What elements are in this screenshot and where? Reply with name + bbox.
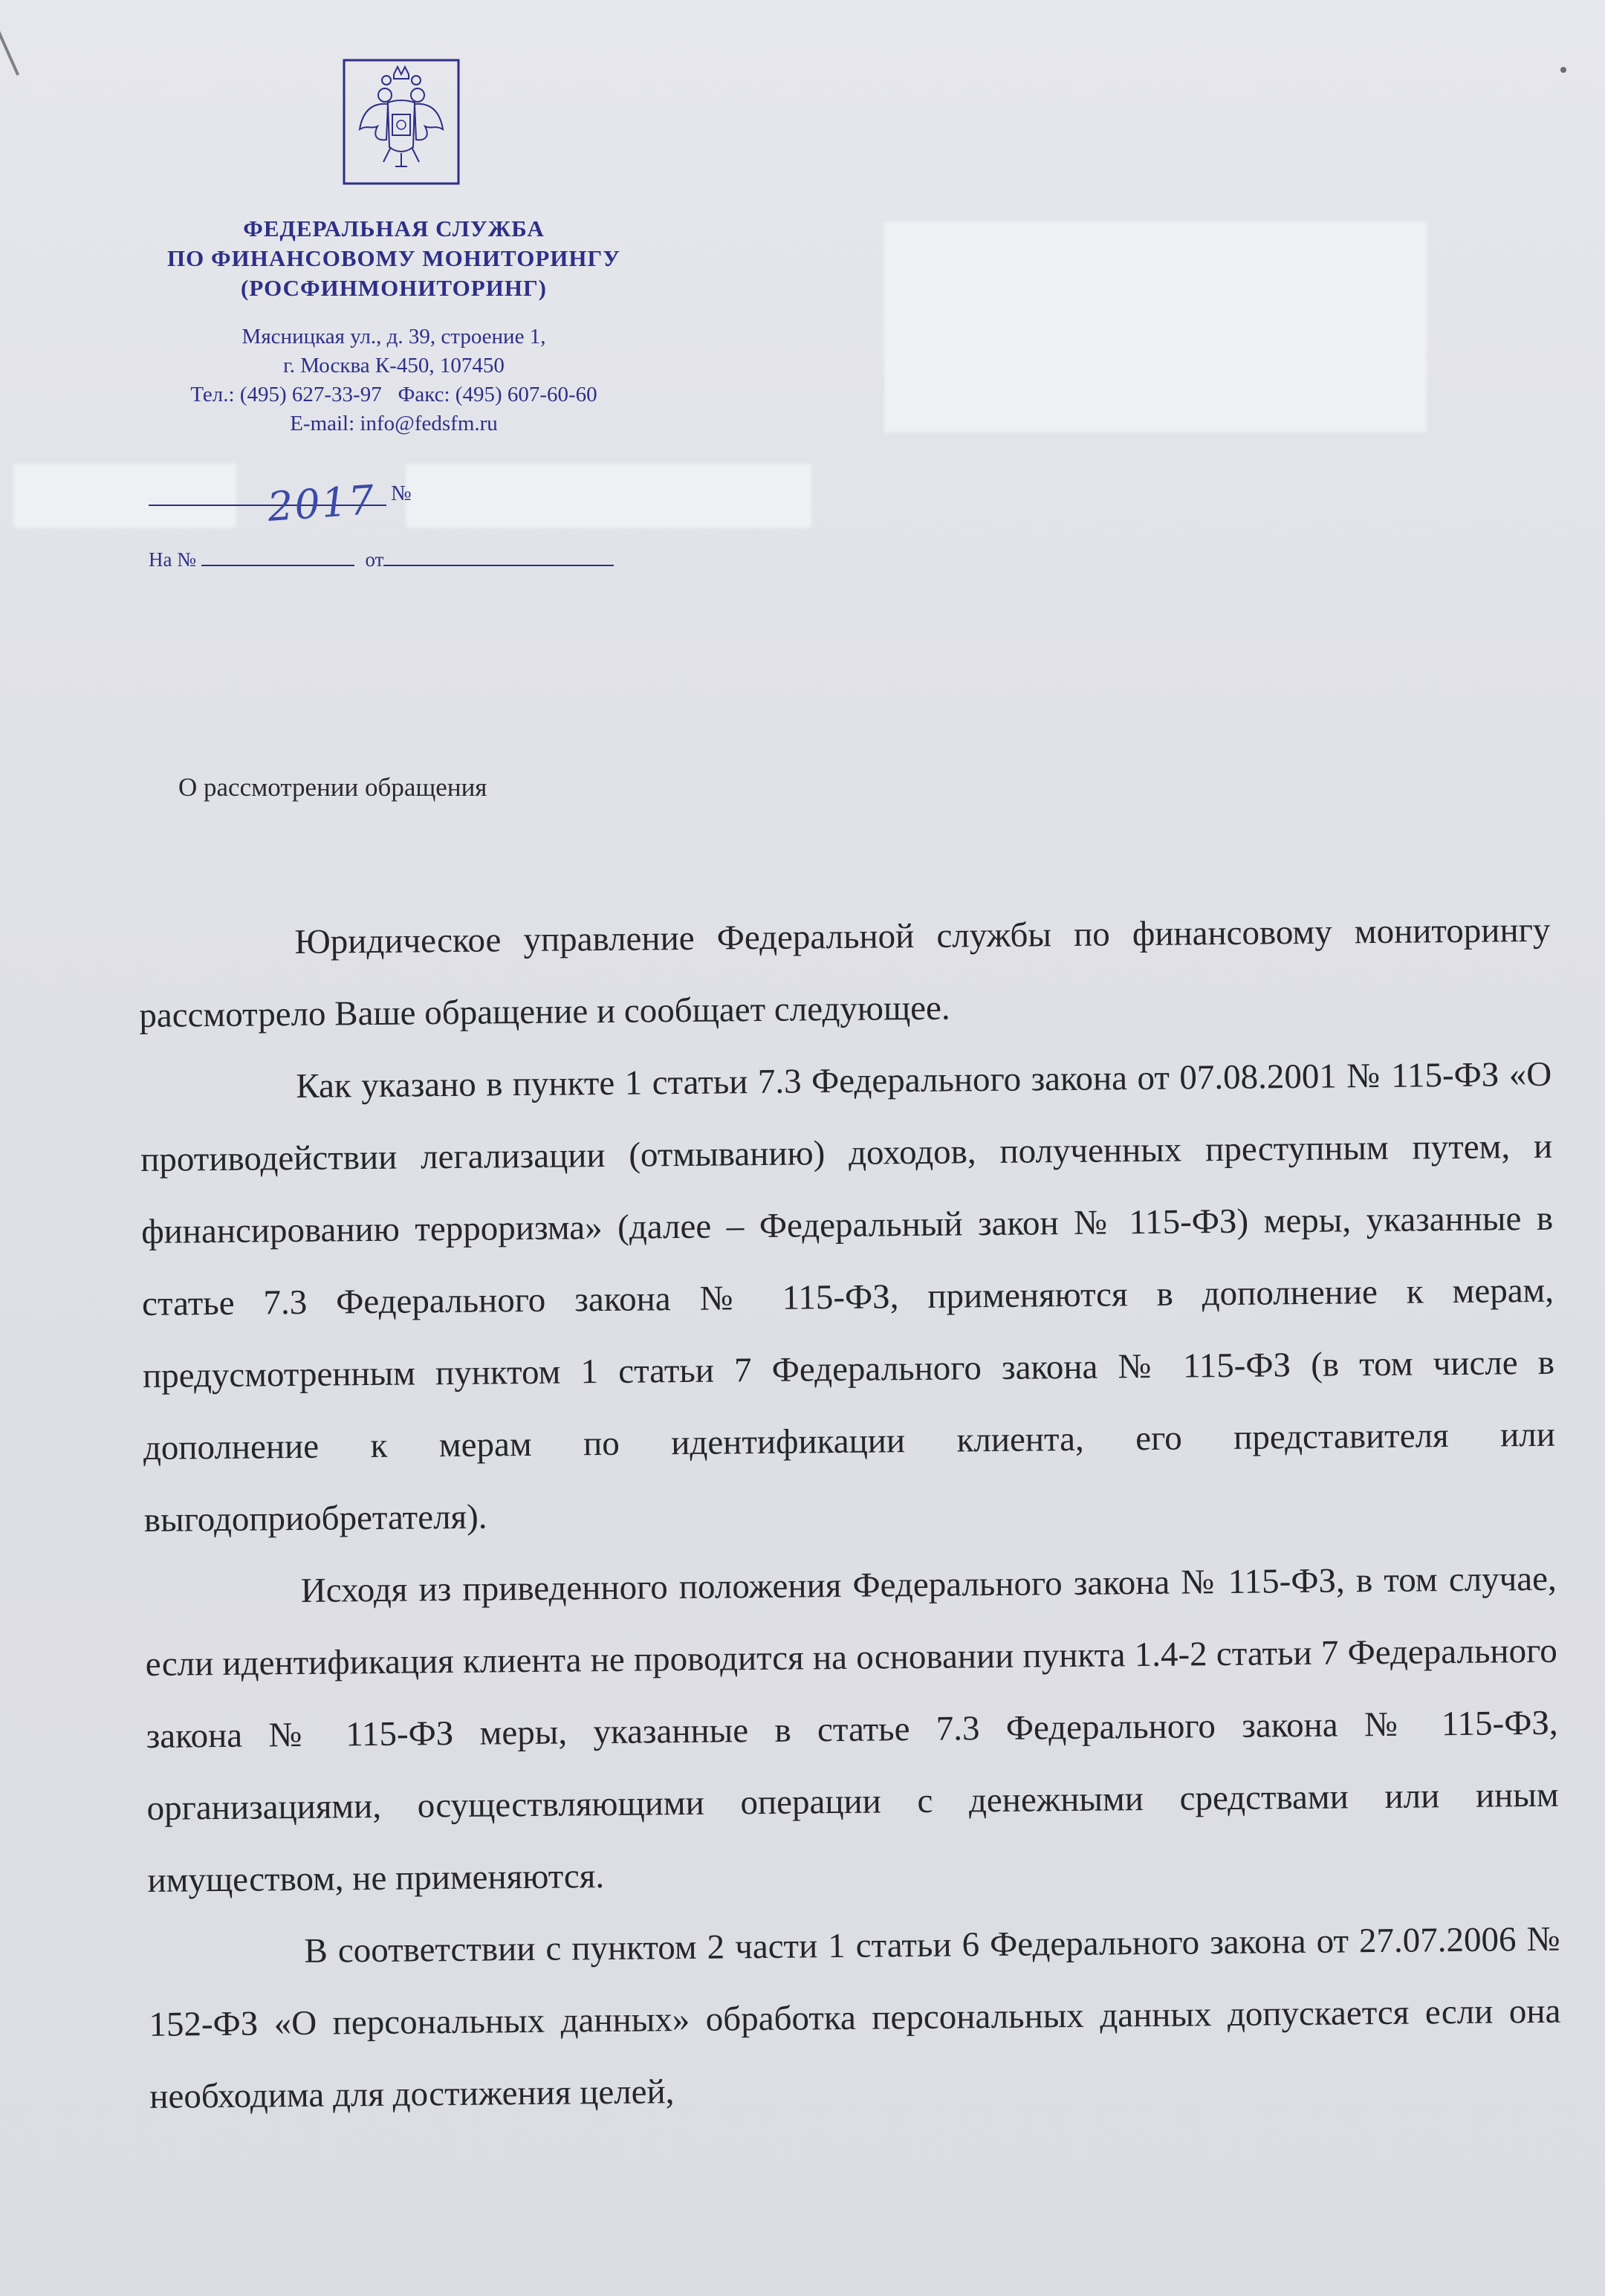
body-paragraph: Как указано в пункте 1 статьи 7.3 Федерального закона от 07.08.2001 № 115-ФЗ «О противодействии легализации (отмыванию) доходов, полученных преступным путем, и финансированию терроризма» (далее – Федеральный закон № 115-ФЗ) меры, указанные в статье 7.3 Федерального закона № 115-ФЗ, применяются в дополнение к мерам, предусмотренным пунктом 1 статьи 7 Федерального закона № 115-ФЗ (в том числе в дополнение к мерам по идентификации клиента, его представителя или выгодоприобретателя). (140, 1054, 1556, 1540)
body-paragraph: Исходя из приведенного положения Федерального закона № 115-ФЗ, в том случае, если идентификация клиента не проводится на основании пункта 1.4-2 статьи 7 Федерального закона № 115-ФЗ меры, указанные в статье 7.3 Федерального закона № 115-ФЗ, организациями, осуществляющими операции с денежными средствами или иным имуществом, не применяются. (145, 1559, 1559, 1900)
redacted-number (406, 464, 811, 528)
org-line-2: ПО ФИНАНСОВОМУ МОНИТОРИНГУ (167, 245, 620, 271)
handwritten-date: 2017 (265, 476, 377, 531)
address-line-3: Тел.: (495) 627-33-97 Факс: (495) 607-60-60 (190, 383, 597, 406)
number-label: № (391, 481, 412, 505)
reply-from-label: от (365, 548, 384, 571)
organization-name (119, 214, 669, 303)
letter-subject: О рассмотрении обращения (178, 773, 487, 802)
redacted-recipient (884, 221, 1427, 432)
org-line-1: ФЕДЕРАЛЬНАЯ СЛУЖБА (243, 215, 545, 241)
address-line-1: Мясницкая ул., д. 39, строение 1, (241, 325, 546, 348)
coat-of-arms-icon (342, 58, 461, 186)
letterhead (119, 58, 669, 438)
dot-mark (1560, 67, 1566, 73)
address-line-4: E-mail: info@fedsfm.ru (290, 412, 498, 435)
letter-body (138, 895, 1562, 2133)
incoming-reference (149, 548, 614, 571)
pen-mark (0, 27, 19, 76)
body-paragraph: В соответствии с пунктом 2 части 1 статьи 6 Федерального закона от 27.07.2006 № 152-ФЗ «О персональных данных» обработка персональных данных допускается если она необходима для достижения целей, (149, 1919, 1561, 2116)
organization-address (119, 322, 669, 438)
org-line-3: (РОСФИНМОНИТОРИНГ) (241, 275, 547, 301)
address-line-2: г. Москва К-450, 107450 (283, 354, 505, 377)
reply-number-label: На № (149, 548, 196, 571)
body-paragraph: Юридическое управление Федеральной службы по финансовому мониторингу рассмотрело Ваше обращение и сообщает следующее. (139, 910, 1551, 1035)
